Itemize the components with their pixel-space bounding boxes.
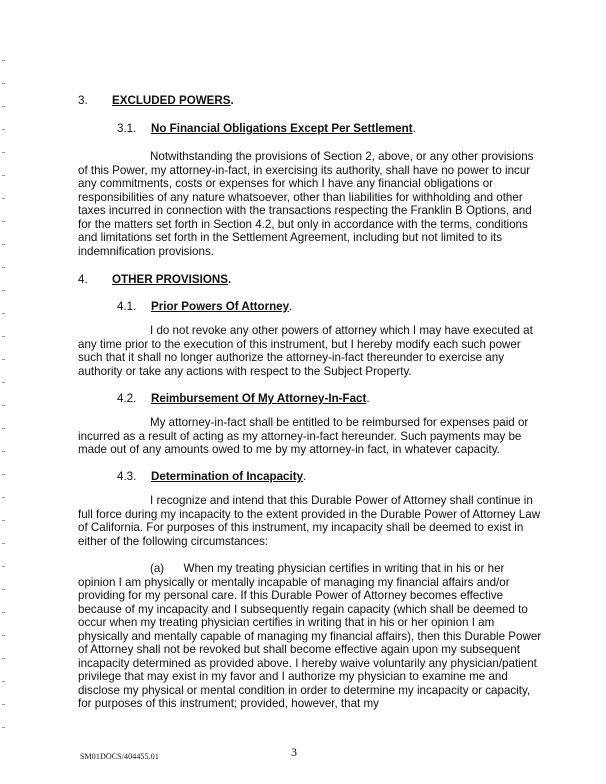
section-4-1-heading: 4.1. Prior Powers Of Attorney. xyxy=(117,300,293,313)
document-id-footer: SM01DOCS/404455.01 xyxy=(80,752,159,761)
paragraph-4-3-a: (a) When my treating physician certifies in writing that in his or her opinion I am physically or mentally incapable of managing my financial affairs and/or providing for my personal care. If this Durable Power of Attorney becomes effective because of my incapacity and I subsequently regain capacity (which shall be deemed to occur when my treating physician certifies in writing that in his or her opinion I am physically and mentally capable of managing my financial affairs), then this Durable Power of Attorney shall not be revoked but shall become effective again upon my subsequent incapacity determined as provided above. I hereby waive voluntarily any physician/patient privilege that may exist in my favor and I authorize my physician to examine me and disclose my physical or mental condition in order to determine my incapacity or capacity, for purposes of this instrument; provided, however, that my xyxy=(78,562,542,710)
subsection-title: Prior Powers Of Attorney xyxy=(151,300,290,313)
subsection-number: 3.1. xyxy=(117,122,137,135)
section-number: 3. xyxy=(78,94,88,107)
section-4-heading: 4. OTHER PROVISIONS. xyxy=(78,273,232,286)
subsection-title: No Financial Obligations Except Per Settlement xyxy=(151,122,413,135)
scan-margin-marks xyxy=(2,60,8,744)
subsection-title: Reimbursement Of My Attorney-In-Fact xyxy=(151,392,367,405)
paragraph-4-3: I recognize and intend that this Durable Power of Attorney shall continue in full force during my incapacity to the extent provided in the Durable Power of Attorney Law of California. For purposes of this instrument, my incapacity shall be deemed to exist in either of the following circumstances: xyxy=(78,494,541,548)
page-number: 3 xyxy=(291,745,297,759)
paragraph-4-2: My attorney-in-fact shall be entitled to be reimbursed for expenses paid or incurred as a result of acting as my attorney-in-fact hereunder. Such payments may be made out of any amounts owed to me by my attorney-in fact, in whatever capacity. xyxy=(78,416,529,456)
section-number: 4. xyxy=(78,273,88,286)
paragraph-4-1: I do not revoke any other powers of attorney which I may have executed at any time prior to the execution of this instrument, but I hereby modify each such power such that it shall no longer authorize the attorney-in-fact thereunder to exercise any authority or take any actions with respect to the Subject Property. xyxy=(78,324,533,378)
section-title: EXCLUDED POWERS xyxy=(112,94,231,107)
section-3-1-heading: 3.1. No Financial Obligations Except Per Settlement. xyxy=(117,122,416,135)
paragraph-3-1: Notwithstanding the provisions of Section 2, above, or any other provisions of this Power, my attorney-in-fact, in exercising its authority, shall have no power to incur any commitments, costs or expenses for which I have any financial obligations or responsibilities of any nature whatsoever, other than liabilities for withholding and other taxes incurred in connection with the transactions respecting the Franklin B Options, and for the matters set forth in Section 4.2, but only in accordance with the terms, conditions and limitations set forth in the Settlement Agreement, including but not limited to its indemnification provisions. xyxy=(78,150,534,258)
subsection-number: 4.3. xyxy=(117,470,137,483)
subsection-title: Determination of Incapacity xyxy=(151,470,304,483)
subsection-number: 4.2. xyxy=(117,392,137,405)
section-4-2-heading: 4.2. Reimbursement Of My Attorney-In-Fact. xyxy=(117,392,370,405)
section-3-heading: 3. EXCLUDED POWERS. xyxy=(78,94,234,107)
section-4-3-heading: 4.3. Determination of Incapacity. xyxy=(117,470,307,483)
subsection-number: 4.1. xyxy=(117,300,137,313)
section-title: OTHER PROVISIONS xyxy=(112,273,228,286)
